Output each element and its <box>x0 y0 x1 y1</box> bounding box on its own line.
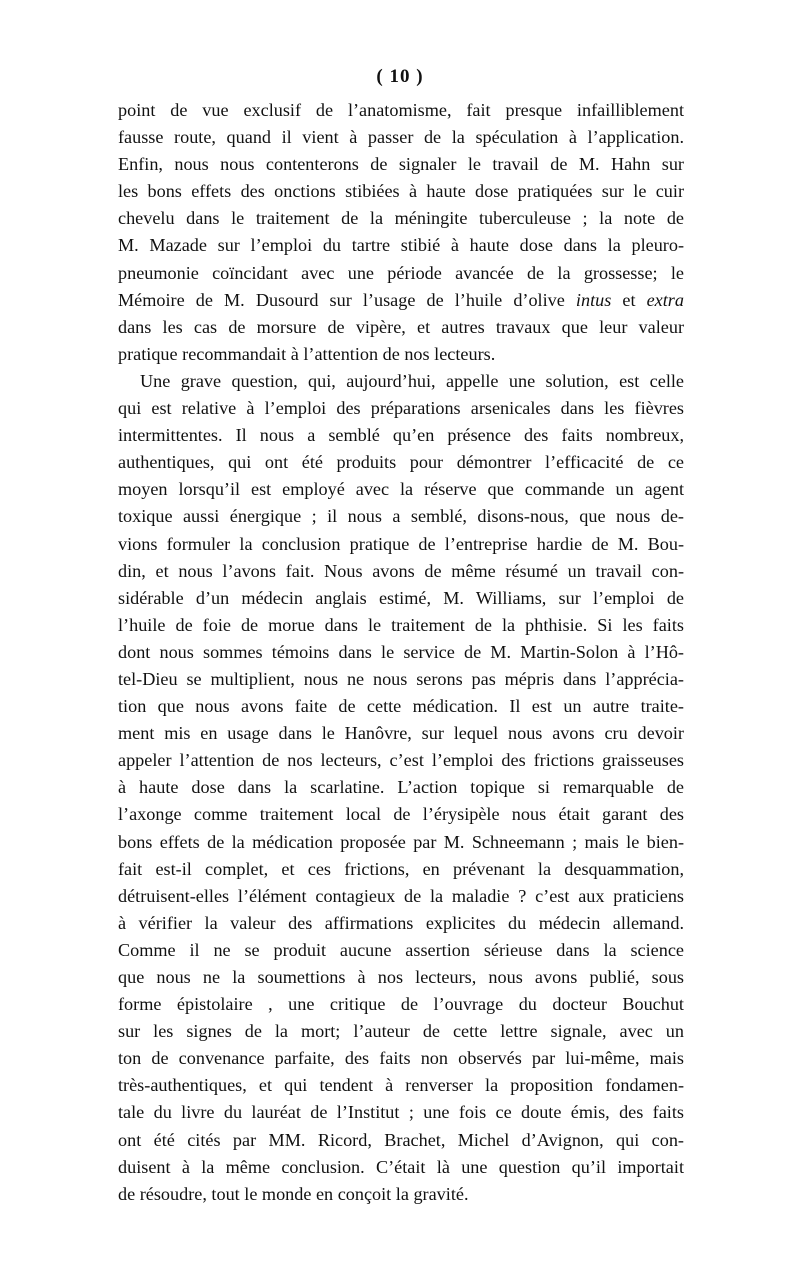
text-line: pneumonie coïncidant avec une période avancée de la grossesse; le <box>118 262 684 283</box>
text-line: sidérable d’un médecin anglais estimé, M. Williams, sur l’emploi de <box>118 587 684 608</box>
text-line: à haute dose dans la scarlatine. L’action topique si remarquable de <box>118 777 684 798</box>
text-segment: Mémoire de M. Dusourd sur l’usage de l’huile d’olive <box>118 289 576 310</box>
text-line: ment mis en usage dans le Hanôvre, sur lequel nous avons cru devoir <box>118 723 684 744</box>
text-line: tion que nous avons faite de cette médication. Il est un autre traite- <box>118 696 684 717</box>
text-line: qui est relative à l’emploi des préparations arsenicales dans les fièvres <box>118 398 684 419</box>
text-line: intermittentes. Il nous a semblé qu’en présence des faits nombreux, <box>118 425 684 446</box>
italic-word: extra <box>646 289 684 310</box>
text-line: à vérifier la valeur des affirmations explicites du médecin allemand. <box>118 912 684 933</box>
text-line: Enfin, nous nous contenterons de signaler le travail de M. Hahn sur <box>118 154 684 175</box>
text-line: vions formuler la conclusion pratique de l’entreprise hardie de M. Bou- <box>118 533 684 554</box>
italic-word: intus <box>575 289 612 310</box>
text-line: très-authentiques, et qui tendent à renverser la proposition fondamen- <box>118 1075 684 1096</box>
text-line: dans les cas de morsure de vipère, et autres travaux que leur valeur <box>118 316 684 337</box>
text-line: moyen lorsqu’il est employé avec la réserve que commande un agent <box>118 479 684 500</box>
text-line: point de vue exclusif de l’anatomisme, fait presque infailliblement <box>118 100 684 120</box>
text-line: tel-Dieu se multiplient, nous ne nous serons pas mépris dans l’apprécia- <box>118 668 684 689</box>
text-line: fausse route, quand il vient à passer de la spéculation à l’application. <box>118 127 684 148</box>
text-line: l’axonge comme traitement local de l’érysipèle nous était garant des <box>118 804 684 825</box>
text-line: fait est-il complet, et ces frictions, en prévenant la desquammation, <box>118 858 684 879</box>
text-line: forme épistolaire , une critique de l’ouvrage du docteur Bouchut <box>118 994 684 1015</box>
text-line: tale du livre du lauréat de l’Institut ; une fois ce doute émis, des faits <box>118 1102 684 1123</box>
text-line: pratique recommandait à l’attention de nos lecteurs. <box>118 343 496 364</box>
text-line: l’huile de foie de morue dans le traitement de la phthisie. Si les faits <box>118 614 684 635</box>
text-line: détruisent-elles l’élément contagieux de la maladie ? c’est aux praticiens <box>118 885 684 906</box>
text-line-with-italics <box>118 287 684 314</box>
text-segment: et <box>611 289 647 310</box>
text-line: de résoudre, tout le monde en conçoit la gravité. <box>118 1183 469 1204</box>
text-line: duisent à la même conclusion. C’était là une question qu’il importait <box>118 1156 684 1177</box>
text-line: sur les signes de la mort; l’auteur de cette lettre signale, avec un <box>118 1021 684 1042</box>
text-line: chevelu dans le traitement de la méningite tuberculeuse ; la note de <box>118 208 684 229</box>
text-line: Comme il ne se produit aucune assertion sérieuse dans la science <box>118 939 684 960</box>
text-line: authentiques, qui ont été produits pour démontrer l’efficacité de ce <box>118 452 684 473</box>
text-line: bons effets de la médication proposée par M. Schneemann ; mais le bien- <box>118 831 684 852</box>
text-line: din, et nous l’avons fait. Nous avons de même résumé un travail con- <box>118 560 684 581</box>
page-number: ( 10 ) <box>376 66 424 87</box>
text-line: toxique aussi énergique ; il nous a semblé, disons-nous, que nous de- <box>118 506 684 527</box>
paragraph-start-line: Une grave question, qui, aujourd’hui, appelle une solution, est celle <box>140 370 684 391</box>
text-line: appeler l’attention de nos lecteurs, c’est l’emploi des frictions graisseuses <box>118 750 684 771</box>
text-line: dont nous sommes témoins dans le service de M. Martin-Solon à l’Hô- <box>118 641 684 662</box>
text-line: ton de convenance parfaite, des faits non observés par lui-même, mais <box>118 1048 684 1069</box>
text-line: M. Mazade sur l’emploi du tartre stibié à haute dose dans la pleuro- <box>118 235 684 256</box>
text-line: les bons effets des onctions stibiées à haute dose pratiquées sur le cuir <box>118 181 684 202</box>
text-line: que nous ne la soumettions à nos lecteurs, nous avons publié, sous <box>118 967 684 987</box>
text-line: ont été cités par MM. Ricord, Brachet, Michel d’Avignon, qui con- <box>118 1129 684 1150</box>
body-text <box>118 97 684 1208</box>
